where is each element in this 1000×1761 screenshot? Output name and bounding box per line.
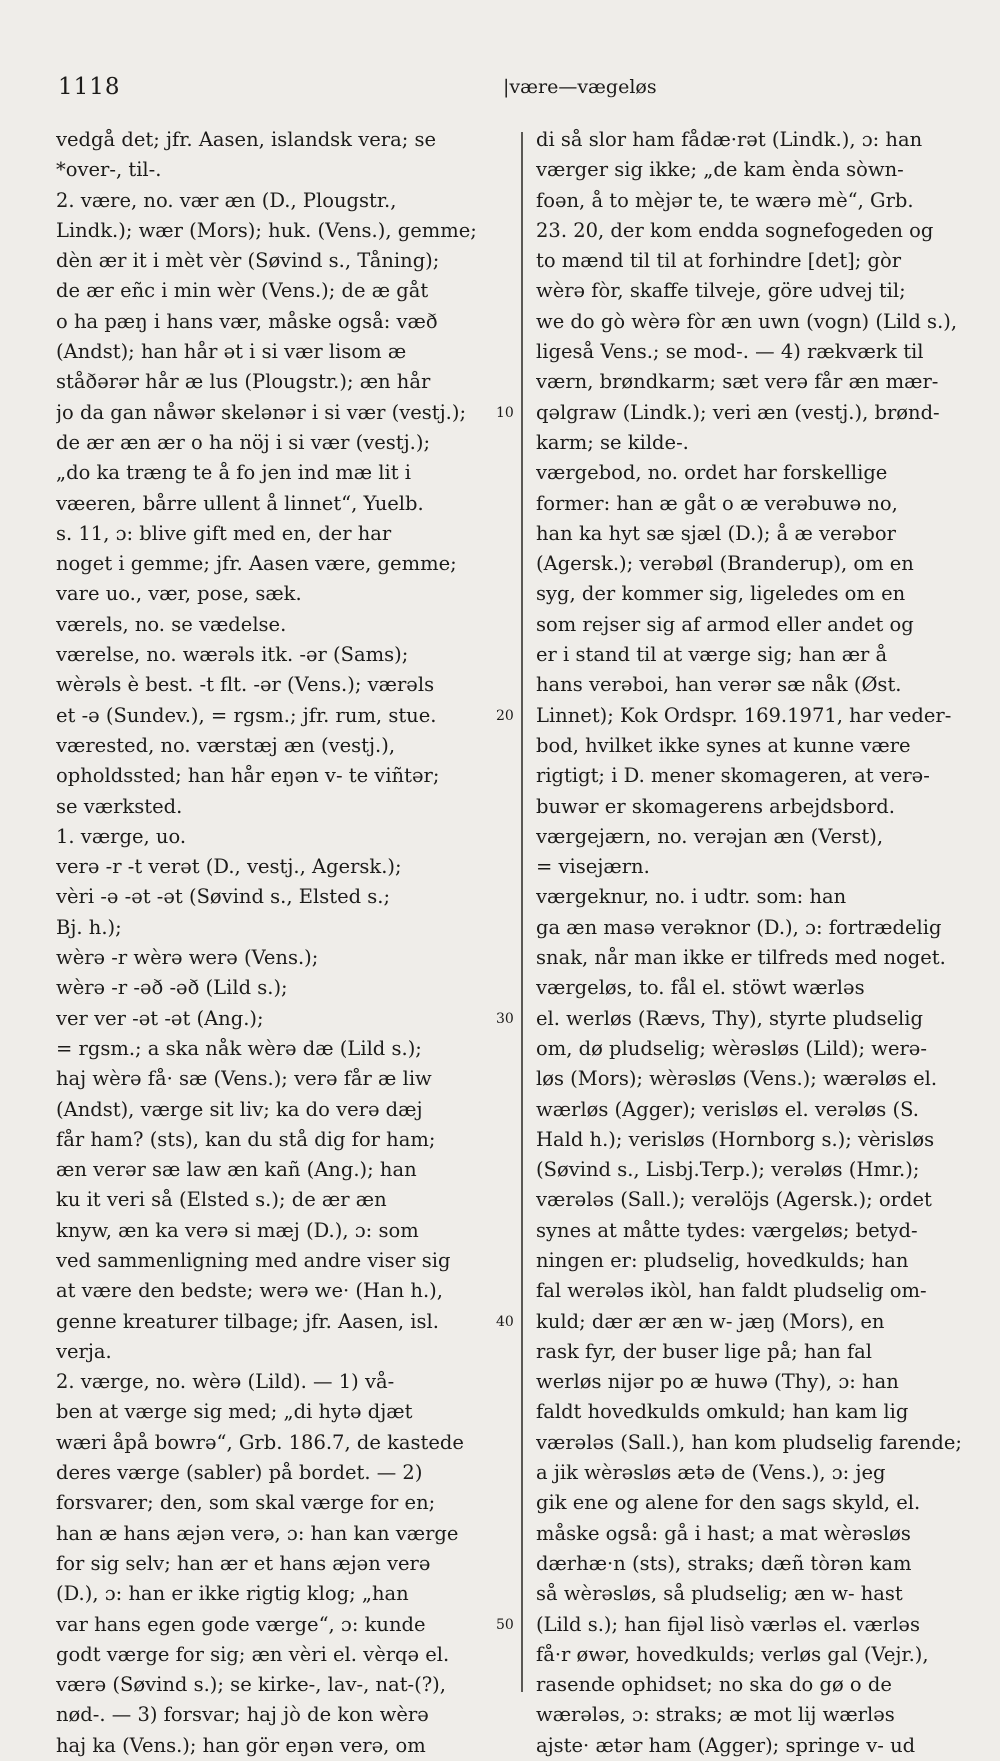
text-line: nød-. — 3) forsvar; haj jò de kon wèrə xyxy=(56,1703,429,1727)
text-line: wærələs, ɔ: straks; æ mot lij wærləs xyxy=(536,1703,895,1727)
text-line: = visejærn. xyxy=(536,855,650,879)
text-line: 23. 20, der kom endda sognefogeden og xyxy=(536,218,934,242)
text-line: syg, der kommer sig, ligeledes om en xyxy=(536,582,906,606)
text-line: verja. xyxy=(56,1339,112,1363)
text-line: Lindk.); wær (Mors); huk. (Vens.), gemme; xyxy=(56,218,477,242)
text-line: ligeså Vens.; se mod-. — 4) rækværk til xyxy=(536,340,924,364)
text-line: karm; se kilde-. xyxy=(536,430,689,454)
text-line: wèrəls è best. -t flt. -ər (Vens.); værəls xyxy=(56,673,435,697)
text-line: for sig selv; han ær et hans æjən verə xyxy=(56,1551,431,1575)
text-line: dærhæ·n (sts), straks; dæñ tòrən kam xyxy=(536,1551,912,1575)
text-line: ved sammenligning med andre viser sig xyxy=(56,1248,451,1272)
text-line: forsvarer; den, som skal værge for en; xyxy=(56,1491,436,1515)
text-line: wèrə -r wèrə werə (Vens.); xyxy=(56,946,319,970)
text-line: *over-, til-. xyxy=(56,158,162,182)
text-line: værn, brøndkarm; sæt verə får æn mær- xyxy=(536,370,939,394)
text-line: el. werløs (Rævs, Thy), styrte pludselig xyxy=(536,1006,924,1030)
text-line: værələs (Sall.), han kom pludselig farende; xyxy=(536,1430,962,1454)
text-line: (Andst); han hår ət i si vær lisom æ xyxy=(56,340,407,364)
text-line: han æ hans æjən verə, ɔ: han kan værge xyxy=(56,1521,459,1545)
text-line: Linnet); Kok Ordspr. 169.1971, har veder- xyxy=(536,703,952,727)
text-line: æn verər sæ law æn kañ (Ang.); han xyxy=(56,1158,417,1182)
text-line: ku it veri så (Elsted s.); de ær æn xyxy=(56,1188,387,1212)
text-line: Hald h.); verisløs (Hornborg s.); vèrisløs xyxy=(536,1127,935,1151)
text-line: (Søvind s., Lisbj.Terp.); verəløs (Hmr.); xyxy=(536,1158,920,1182)
text-line: buwər er skomagerens arbejdsbord. xyxy=(536,794,895,818)
text-line: vèri -ə -ət -ət (Søvind s., Elsted s.; xyxy=(56,885,391,909)
right-column xyxy=(536,125,962,1761)
text-line: 1. værge, uo. xyxy=(56,824,187,848)
text-line: snak, når man ikke er tilfreds med noget. xyxy=(536,946,946,970)
text-line: opholdssted; han hår eŋən v- te viñtər; xyxy=(56,764,440,788)
text-line: haj wèrə få· sæ (Vens.); verə får æ liw xyxy=(56,1067,432,1091)
line-number: 30 xyxy=(496,1010,514,1027)
line-number: 40 xyxy=(496,1313,514,1330)
text-line: måske også: gå i hast; a mat wèrəsløs xyxy=(536,1521,911,1545)
text-line: dèn ær it i mèt vèr (Søvind s., Tåning); xyxy=(56,249,440,273)
text-line: er i stand til at værge sig; han ær å xyxy=(536,643,888,667)
text-line: bod, hvilket ikke synes at kunne være xyxy=(536,733,911,757)
text-line: løs (Mors); wèrəsløs (Vens.); wærəløs el. xyxy=(536,1067,938,1091)
text-line: haj ka (Vens.); han gör eŋən verə, om xyxy=(56,1733,426,1757)
text-line: (Agersk.); verəbøl (Branderup), om en xyxy=(536,552,914,576)
text-line: de ær eñc i min wèr (Vens.); de æ gåt xyxy=(56,279,429,303)
text-line: værə (Søvind s.); se kirke-, lav-, nat-(?), xyxy=(56,1673,446,1697)
text-line: Bj. h.); xyxy=(56,915,122,939)
text-line: ningen er: pludselig, hovedkulds; han xyxy=(536,1248,909,1272)
text-line: we do gò wèrə fòr æn uwn (vogn) (Lild s.), xyxy=(536,309,958,333)
text-line: deres værge (sabler) på bordet. — 2) xyxy=(56,1461,423,1485)
text-line: rigtigt; i D. mener skomageren, at verə- xyxy=(536,764,930,788)
text-line: di så slor ham fådæ·rət (Lindk.), ɔ: han xyxy=(536,128,923,151)
text-line: former: han æ gåt o æ verəbuwə no, xyxy=(536,491,898,515)
text-line: får ham? (sts), kan du stå dig for ham; xyxy=(56,1127,436,1151)
text-line: værgeknur, no. i udtr. som: han xyxy=(536,885,847,909)
text-line: o ha pæŋ i hans vær, måske også: væð xyxy=(56,309,438,333)
text-line: wæri åpå bowrə“, Grb. 186.7, de kastede xyxy=(56,1430,464,1454)
text-line: værgejærn, no. verəjan æn (Verst), xyxy=(536,824,884,848)
text-line: ga æn masə verəknor (D.), ɔ: fortrædelig xyxy=(536,915,942,939)
text-line: ver ver -ət -ət (Ang.); xyxy=(56,1006,264,1030)
text-line: ståðərər hår æ lus (Plougstr.); æn hår xyxy=(56,370,431,394)
text-line: ajste· ætər ham (Agger); springe v- ud xyxy=(536,1733,916,1757)
text-line: se værksted. xyxy=(56,794,183,818)
text-line: ben at værge sig med; „di hytə djæt xyxy=(56,1400,413,1424)
text-line: værested, no. værstæj æn (vestj.), xyxy=(56,733,396,757)
text-line: (D.), ɔ: han er ikke rigtig klog; „han xyxy=(56,1582,409,1606)
text-line: (Andst), værge sit liv; ka do verə dæj xyxy=(56,1097,423,1121)
text-line: „do ka træng te å fo jen ind mæ lit i xyxy=(56,461,412,485)
text-line: (Lild s.); han fijəl lisò værləs el. værləs xyxy=(536,1612,920,1636)
text-line: værelse, no. wærəls itk. -ər (Sams); xyxy=(56,643,409,667)
text-line: 2. værge, no. wèrə (Lild). — 1) vå- xyxy=(56,1370,395,1394)
text-line: de ær æn ær o ha nöj i si vær (vestj.); xyxy=(56,430,431,454)
text-line: = rgsm.; a ska nåk wèrə dæ (Lild s.); xyxy=(56,1036,422,1060)
text-line: noget i gemme; jfr. Aasen være, gemme; xyxy=(56,552,457,576)
text-line: 2. være, no. vær æn (D., Plougstr., xyxy=(56,188,397,212)
text-line: hans verəboi, han verər sæ nåk (Øst. xyxy=(536,673,902,697)
text-line: wèrə -r -əð -əð (Lild s.); xyxy=(56,976,288,1000)
text-line: synes at måtte tydes: værgeløs; betyd- xyxy=(536,1218,918,1242)
text-line: verə -r -t verət (D., vestj., Agersk.); xyxy=(56,855,402,879)
text-line: gik ene og alene for den sags skyld, el. xyxy=(536,1491,921,1515)
text-line: værger sig ikke; „de kam ènda sòwn- xyxy=(536,158,904,182)
running-head: |være—vægeløs xyxy=(503,76,657,98)
page-number: 1118 xyxy=(58,74,121,100)
text-line: godt værge for sig; æn vèri el. vèrqə el. xyxy=(56,1642,450,1666)
text-line: vare uo., vær, pose, sæk. xyxy=(56,582,302,606)
text-line: wèrə fòr, skaffe tilveje, göre udvej til; xyxy=(536,279,906,303)
text-line: jo da gan nåwər skelənər i si vær (vestj.); xyxy=(56,400,467,424)
text-line: faldt hovedkulds omkuld; han kam lig xyxy=(536,1400,909,1424)
left-column xyxy=(56,125,520,1761)
page-header xyxy=(58,74,964,114)
text-line: a jik wèrəsløs ætə de (Vens.), ɔ: jeg xyxy=(536,1461,886,1485)
text-line: vedgå det; jfr. Aasen, islandsk vera; se xyxy=(56,128,437,151)
text-line: væeren, bårre ullent å linnet“, Yuelb. xyxy=(56,491,424,515)
text-line: værels, no. se vædelse. xyxy=(56,612,287,636)
text-line: to mænd til til at forhindre [det]; gòr xyxy=(536,249,902,273)
text-line: foən, å to mèjər te, te wærə mè“, Grb. xyxy=(536,188,914,212)
text-line: var hans egen gode værge“, ɔ: kunde xyxy=(56,1612,426,1636)
text-line: kuld; dær ær æn w- jæŋ (Mors), en xyxy=(536,1309,885,1333)
text-line: værələs (Sall.); verəlöjs (Agersk.); ordet xyxy=(536,1188,932,1212)
text-line: han ka hyt sæ sjæl (D.); å æ verəbor xyxy=(536,521,896,545)
line-number: 50 xyxy=(496,1616,514,1633)
line-number: 20 xyxy=(496,707,514,724)
line-number: 10 xyxy=(496,404,514,421)
column-divider xyxy=(521,132,523,1692)
text-line: få·r øwər, hovedkulds; verløs gal (Vejr.), xyxy=(536,1642,929,1666)
text-line: værgeløs, to. fål el. stöwt wærləs xyxy=(536,976,865,1000)
text-line: rasende ophidset; no ska do gø o de xyxy=(536,1673,892,1697)
text-line: et -ə (Sundev.), = rgsm.; jfr. rum, stue. xyxy=(56,703,437,727)
text-line: som rejser sig af armod eller andet og xyxy=(536,612,914,636)
text-line: så wèrəsløs, så pludselig; æn w- hast xyxy=(536,1582,903,1606)
text-line: at være den bedste; werə we· (Han h.), xyxy=(56,1279,443,1303)
text-line: s. 11, ɔ: blive gift med en, der har xyxy=(56,521,392,545)
text-line: qəlgraw (Lindk.); veri æn (vestj.), brønd- xyxy=(536,400,940,424)
text-line: værgebod, no. ordet har forskellige xyxy=(536,461,888,485)
text-line: genne kreaturer tilbage; jfr. Aasen, isl. xyxy=(56,1309,439,1333)
text-line: werløs nijər po æ huwə (Thy), ɔ: han xyxy=(536,1370,899,1394)
text-line: om, dø pludselig; wèrəsløs (Lild); werə- xyxy=(536,1036,927,1060)
text-line: knyw, æn ka verə si mæj (D.), ɔ: som xyxy=(56,1218,419,1242)
text-line: rask fyr, der buser lige på; han fal xyxy=(536,1339,873,1363)
text-line: fal werələs ikòl, han faldt pludselig om- xyxy=(536,1279,927,1303)
text-line: wærløs (Agger); verisløs el. verəløs (S. xyxy=(536,1097,919,1121)
